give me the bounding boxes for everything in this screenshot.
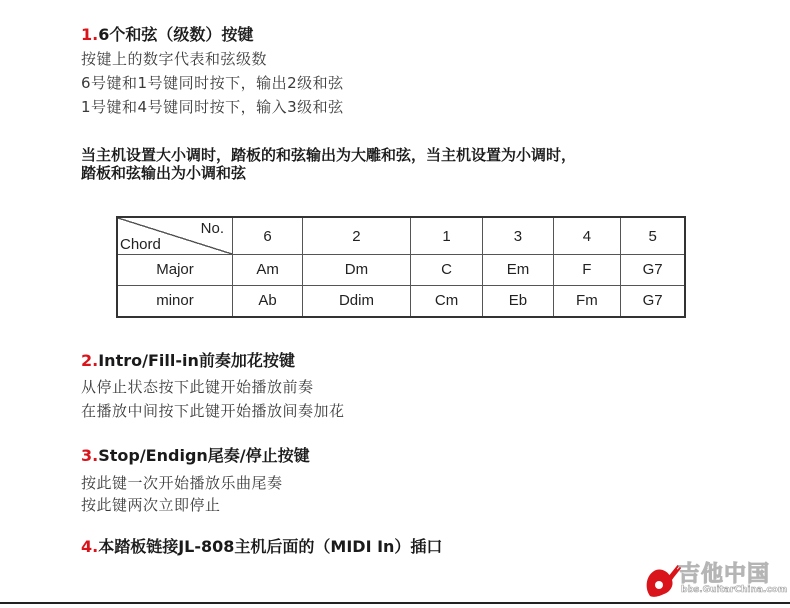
section-2-number: 2. (81, 351, 99, 370)
table-corner-cell (117, 217, 233, 255)
header-cell: 2 (303, 217, 411, 255)
section-3-title: Stop/Endign尾奏/停止按键 (98, 446, 310, 465)
table-cell: Dm (303, 255, 411, 286)
table-cell: Fm (553, 285, 621, 317)
table-cell: Cm (410, 285, 483, 317)
table-header-row (117, 217, 685, 255)
table-row-minor (117, 285, 685, 317)
section-1-title: 6个和弦（级数）按键 (98, 25, 254, 44)
table-cell: G7 (621, 255, 685, 286)
mode-note-line-2: 踏板和弦输出为小调和弦 (81, 164, 247, 182)
row-label-major: Major (117, 255, 233, 286)
watermark-name: 吉他中国 (678, 562, 771, 587)
section-3-heading (81, 443, 310, 466)
table-row-major (117, 255, 685, 286)
section-4-number: 4. (81, 537, 99, 556)
table-cell: Ab (233, 285, 303, 317)
section-4-heading (81, 534, 442, 557)
section-2-title: Intro/Fill-in前奏加花按键 (98, 351, 295, 370)
footer-divider (0, 602, 790, 604)
section-2-heading (81, 348, 295, 371)
section-2-line-1: 从停止状态按下此键开始播放前奏 (81, 378, 314, 396)
header-cell: 5 (621, 217, 685, 255)
table-cell: Ddim (303, 285, 411, 317)
row-label-minor: minor (117, 285, 233, 317)
section-3-line-1: 按此键一次开始播放乐曲尾奏 (81, 474, 283, 492)
section-4-title: 本踏板链接JL-808主机后面的（MIDI In）插口 (98, 537, 443, 556)
header-cell: 3 (483, 217, 553, 255)
table-cell: G7 (621, 285, 685, 317)
table-cell: Am (233, 255, 303, 286)
section-1-line-1: 按键上的数字代表和弦级数 (81, 50, 268, 68)
watermark-url: bbs.GuitarChina.com (681, 585, 788, 595)
section-2-line-2: 在播放中间按下此键开始播放间奏加花 (81, 402, 345, 420)
mode-note-line-1: 当主机设置大小调时，踏板的和弦输出为大雕和弦，当主机设置为小调时， (81, 146, 577, 164)
table-cell: Eb (483, 285, 553, 317)
header-cell: 1 (410, 217, 483, 255)
section-1-heading (81, 22, 253, 45)
corner-label-chord: Chord (120, 236, 161, 253)
section-3-line-2: 按此键两次立即停止 (81, 496, 221, 514)
header-cell: 4 (553, 217, 621, 255)
table-cell: Em (483, 255, 553, 286)
table-cell: F (553, 255, 621, 286)
table-cell: C (410, 255, 483, 286)
chord-table (116, 216, 686, 318)
section-3-number: 3. (81, 446, 99, 465)
corner-label-no: No. (200, 220, 224, 237)
section-1-line-2: 6号键和1号键同时按下，输出2级和弦 (81, 74, 344, 92)
section-1-line-3: 1号键和4号键同时按下，输入3级和弦 (81, 98, 344, 116)
section-1-number: 1. (81, 25, 99, 44)
header-cell: 6 (233, 217, 303, 255)
